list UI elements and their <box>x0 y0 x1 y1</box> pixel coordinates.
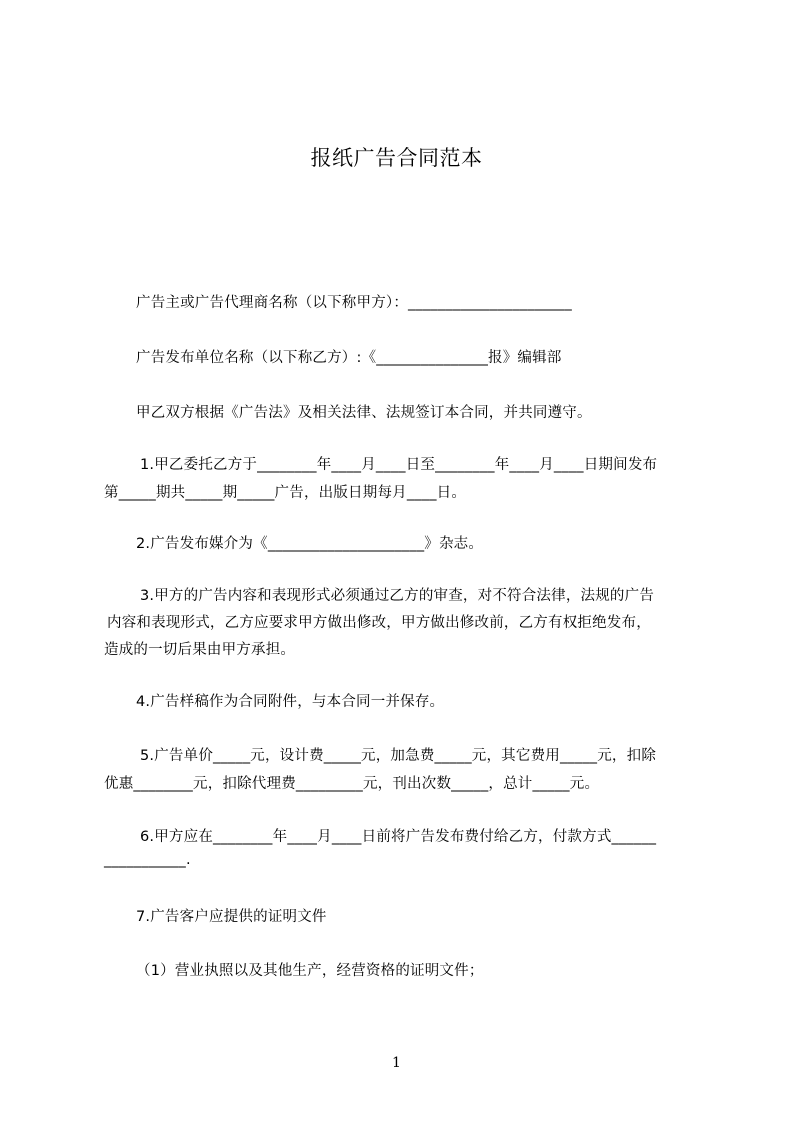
clause-1-line-2: 第_____期共_____期_____广告，出版日期每月____日。 <box>104 485 467 501</box>
clause-5-line-2: 优惠________元，扣除代理费_________元，刊出次数_____，总计_____元。 <box>104 776 600 792</box>
clause-7: 7.广告客户应提供的证明文件 <box>136 909 327 925</box>
clause-4: 4.广告样稿作为合同附件，与本合同一并保存。 <box>136 694 445 710</box>
clause-7-item-1: （1）营业执照以及其他生产，经营资格的证明文件； <box>136 963 484 979</box>
party-a-name-line: 广告主或广告代理商名称（以下称甲方）：______________________ <box>136 295 572 311</box>
page-number: 1 <box>392 1055 401 1071</box>
intro-paragraph: 甲乙双方根据《广告法》及相关法律、法规签订本合同，并共同遵守。 <box>136 405 592 421</box>
clause-5-line-1: 5.广告单价_____元，设计费_____元，加急费_____元，其它费用_____元，扣除 <box>140 748 657 764</box>
clause-6-line-2: ___________. <box>104 852 191 868</box>
clause-3-line-3: 造成的一切后果由甲方承担。 <box>104 642 296 658</box>
clause-1-line-1: 1.甲乙委托乙方于________年____月____日至________年____月____日期间发布 <box>140 457 658 473</box>
clause-3-line-1: 3.甲方的广告内容和表现形式必须通过乙方的审查，对不符合法律，法规的广告 <box>140 588 655 604</box>
clause-6-line-1: 6.甲方应在________年____月____日前将广告发布费付给乙方，付款方式______ <box>140 829 657 845</box>
clause-2: 2.广告发布媒介为《_____________________》杂志。 <box>136 536 484 552</box>
party-b-name-line: 广告发布单位名称（以下称乙方）:《_______________报》编辑部 <box>136 350 562 366</box>
document-title: 报纸广告合同范本 <box>310 146 483 170</box>
clause-3-line-2: 内容和表现形式，乙方应要求甲方做出修改，甲方做出修改前，乙方有权拒绝发布， <box>107 615 651 631</box>
